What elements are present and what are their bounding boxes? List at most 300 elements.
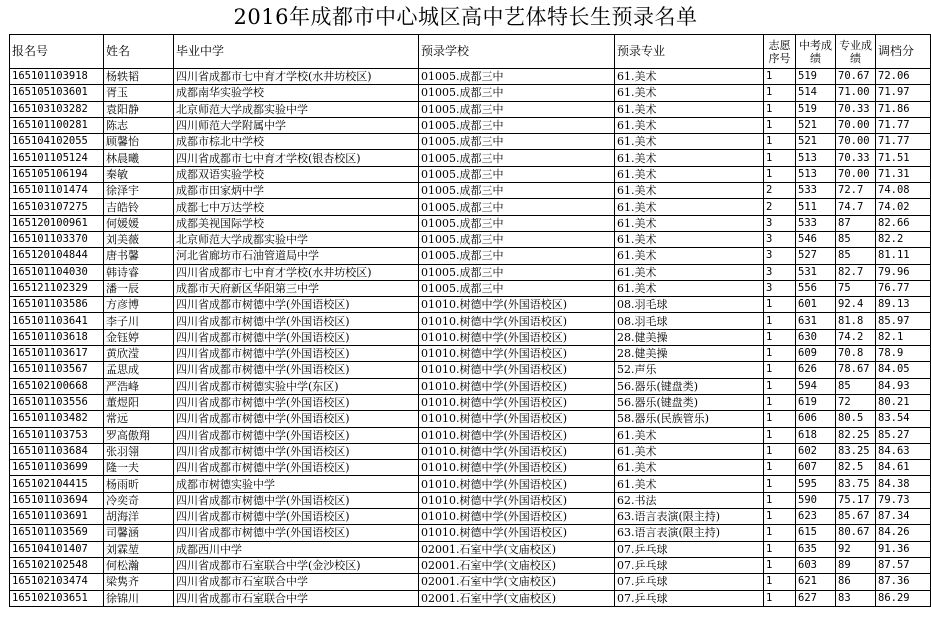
cell-preference-order: 1 xyxy=(764,134,796,150)
cell-registration-number: 165120104844 xyxy=(10,248,104,264)
col-header-specialty: 预录专业 xyxy=(615,35,764,69)
cell-specialty: 07.乒乓球 xyxy=(615,557,764,573)
cell-student-name: 黄欣滢 xyxy=(104,346,174,362)
cell-final-score: 78.9 xyxy=(876,346,931,362)
cell-graduating-school: 四川省成都市树德中学(外国语校区) xyxy=(174,329,419,345)
cell-exam-score: 601 xyxy=(796,297,836,313)
table-row xyxy=(10,541,931,557)
cell-preference-order: 2 xyxy=(764,183,796,199)
cell-exam-score: 514 xyxy=(796,85,836,101)
cell-graduating-school: 四川省成都市树德中学(外国语校区) xyxy=(174,362,419,378)
table-row xyxy=(10,297,931,313)
cell-specialty-score: 70.00 xyxy=(836,166,876,182)
cell-student-name: 罗高傲翔 xyxy=(104,427,174,443)
cell-specialty-score: 75.17 xyxy=(836,492,876,508)
cell-exam-score: 556 xyxy=(796,280,836,296)
cell-specialty-score: 82.7 xyxy=(836,264,876,280)
cell-preference-order: 3 xyxy=(764,264,796,280)
cell-exam-score: 623 xyxy=(796,509,836,525)
cell-exam-score: 621 xyxy=(796,574,836,590)
cell-specialty: 61.美术 xyxy=(615,183,764,199)
cell-preference-order: 1 xyxy=(764,346,796,362)
cell-preference-order: 1 xyxy=(764,460,796,476)
col-header-admitting-school: 预录学校 xyxy=(419,35,615,69)
cell-specialty-score: 74.7 xyxy=(836,199,876,215)
cell-student-name: 杨轶韬 xyxy=(104,69,174,85)
cell-final-score: 84.93 xyxy=(876,378,931,394)
cell-student-name: 梁隽齐 xyxy=(104,574,174,590)
cell-preference-order: 1 xyxy=(764,378,796,394)
cell-final-score: 71.97 xyxy=(876,85,931,101)
cell-preference-order: 1 xyxy=(764,85,796,101)
cell-specialty-score: 72 xyxy=(836,394,876,410)
cell-graduating-school: 成都市棕北中学校 xyxy=(174,134,419,150)
cell-registration-number: 165101103691 xyxy=(10,509,104,525)
cell-specialty-score: 83.75 xyxy=(836,476,876,492)
cell-preference-order: 1 xyxy=(764,329,796,345)
cell-exam-score: 519 xyxy=(796,101,836,117)
cell-student-name: 唐书馨 xyxy=(104,248,174,264)
cell-registration-number: 165121102329 xyxy=(10,280,104,296)
cell-final-score: 83.54 xyxy=(876,411,931,427)
cell-preference-order: 1 xyxy=(764,525,796,541)
cell-exam-score: 619 xyxy=(796,394,836,410)
cell-final-score: 81.11 xyxy=(876,248,931,264)
table-row xyxy=(10,590,931,606)
cell-graduating-school: 四川省成都市树德中学(外国语校区) xyxy=(174,427,419,443)
cell-final-score: 72.06 xyxy=(876,69,931,85)
cell-admitting-school: 01005.成都三中 xyxy=(419,215,615,231)
cell-student-name: 董煜阳 xyxy=(104,394,174,410)
cell-final-score: 91.36 xyxy=(876,541,931,557)
cell-final-score: 84.61 xyxy=(876,460,931,476)
cell-specialty-score: 70.33 xyxy=(836,101,876,117)
cell-admitting-school: 01010.树德中学(外国语校区) xyxy=(419,297,615,313)
cell-preference-order: 1 xyxy=(764,117,796,133)
table-row xyxy=(10,117,931,133)
cell-exam-score: 635 xyxy=(796,541,836,557)
table-row xyxy=(10,492,931,508)
col-header-preference-order: 志愿序号 xyxy=(764,35,796,69)
cell-final-score: 74.02 xyxy=(876,199,931,215)
col-header-name: 姓名 xyxy=(104,35,174,69)
cell-final-score: 87.36 xyxy=(876,574,931,590)
cell-specialty-score: 70.67 xyxy=(836,69,876,85)
cell-preference-order: 1 xyxy=(764,362,796,378)
cell-exam-score: 630 xyxy=(796,329,836,345)
cell-graduating-school: 四川省成都市树德中学(外国语校区) xyxy=(174,492,419,508)
cell-graduating-school: 四川省成都市树德中学(外国语校区) xyxy=(174,443,419,459)
cell-specialty-score: 72.7 xyxy=(836,183,876,199)
cell-specialty-score: 74.2 xyxy=(836,329,876,345)
col-header-exam-score: 中考成绩 xyxy=(796,35,836,69)
cell-graduating-school: 四川省成都市树德中学(外国语校区) xyxy=(174,394,419,410)
cell-admitting-school: 01010.树德中学(外国语校区) xyxy=(419,476,615,492)
cell-specialty-score: 85 xyxy=(836,248,876,264)
cell-preference-order: 1 xyxy=(764,69,796,85)
cell-exam-score: 546 xyxy=(796,231,836,247)
cell-registration-number: 165101103699 xyxy=(10,460,104,476)
cell-specialty: 28.健美操 xyxy=(615,346,764,362)
cell-graduating-school: 四川省成都市树德中学(外国语校区) xyxy=(174,411,419,427)
cell-final-score: 80.21 xyxy=(876,394,931,410)
cell-specialty-score: 92.4 xyxy=(836,297,876,313)
cell-registration-number: 165102103651 xyxy=(10,590,104,606)
cell-specialty-score: 75 xyxy=(836,280,876,296)
table-row xyxy=(10,509,931,525)
cell-specialty: 08.羽毛球 xyxy=(615,297,764,313)
cell-admitting-school: 01005.成都三中 xyxy=(419,199,615,215)
table-row xyxy=(10,248,931,264)
cell-preference-order: 1 xyxy=(764,427,796,443)
cell-registration-number: 165120100961 xyxy=(10,215,104,231)
cell-graduating-school: 四川省成都市树德中学(外国语校区) xyxy=(174,525,419,541)
cell-graduating-school: 成都双语实验学校 xyxy=(174,166,419,182)
cell-graduating-school: 四川省成都市七中育才学校(水井坊校区) xyxy=(174,69,419,85)
cell-admitting-school: 01010.树德中学(外国语校区) xyxy=(419,411,615,427)
cell-specialty: 61.美术 xyxy=(615,166,764,182)
cell-exam-score: 590 xyxy=(796,492,836,508)
cell-admitting-school: 01005.成都三中 xyxy=(419,85,615,101)
cell-graduating-school: 四川省成都市石室联合中学(金沙校区) xyxy=(174,557,419,573)
cell-admitting-school: 02001.石室中学(文庙校区) xyxy=(419,590,615,606)
cell-exam-score: 602 xyxy=(796,443,836,459)
cell-specialty: 08.羽毛球 xyxy=(615,313,764,329)
cell-preference-order: 1 xyxy=(764,150,796,166)
cell-admitting-school: 01010.树德中学(外国语校区) xyxy=(419,313,615,329)
cell-exam-score: 627 xyxy=(796,590,836,606)
cell-specialty-score: 70.33 xyxy=(836,150,876,166)
cell-final-score: 82.2 xyxy=(876,231,931,247)
cell-student-name: 司馨涵 xyxy=(104,525,174,541)
cell-student-name: 张羽翎 xyxy=(104,443,174,459)
cell-specialty-score: 87 xyxy=(836,215,876,231)
cell-student-name: 胡海洋 xyxy=(104,509,174,525)
table-row xyxy=(10,150,931,166)
cell-preference-order: 1 xyxy=(764,297,796,313)
cell-graduating-school: 四川省成都市树德中学(外国语校区) xyxy=(174,509,419,525)
cell-registration-number: 165101103618 xyxy=(10,329,104,345)
cell-specialty-score: 85 xyxy=(836,378,876,394)
cell-specialty-score: 82.25 xyxy=(836,427,876,443)
cell-registration-number: 165101103918 xyxy=(10,69,104,85)
cell-specialty-score: 70.8 xyxy=(836,346,876,362)
cell-student-name: 金钰婷 xyxy=(104,329,174,345)
cell-registration-number: 165101103694 xyxy=(10,492,104,508)
cell-specialty: 61.美术 xyxy=(615,215,764,231)
cell-exam-score: 615 xyxy=(796,525,836,541)
cell-admitting-school: 01005.成都三中 xyxy=(419,166,615,182)
table-row xyxy=(10,378,931,394)
cell-registration-number: 165102104415 xyxy=(10,476,104,492)
cell-admitting-school: 01005.成都三中 xyxy=(419,280,615,296)
table-row xyxy=(10,264,931,280)
cell-specialty-score: 86 xyxy=(836,574,876,590)
cell-graduating-school: 北京师范大学成都实验中学 xyxy=(174,101,419,117)
cell-specialty-score: 82.5 xyxy=(836,460,876,476)
cell-admitting-school: 01010.树德中学(外国语校区) xyxy=(419,509,615,525)
cell-exam-score: 521 xyxy=(796,117,836,133)
cell-preference-order: 1 xyxy=(764,557,796,573)
cell-admitting-school: 02001.石室中学(文庙校区) xyxy=(419,574,615,590)
cell-admitting-school: 01005.成都三中 xyxy=(419,117,615,133)
table-row xyxy=(10,476,931,492)
cell-registration-number: 165102100668 xyxy=(10,378,104,394)
cell-registration-number: 165102102548 xyxy=(10,557,104,573)
cell-graduating-school: 四川省成都市石室联合中学 xyxy=(174,590,419,606)
table-row xyxy=(10,215,931,231)
cell-registration-number: 165101103753 xyxy=(10,427,104,443)
cell-final-score: 87.34 xyxy=(876,509,931,525)
cell-registration-number: 165101103586 xyxy=(10,297,104,313)
cell-preference-order: 1 xyxy=(764,101,796,117)
table-row xyxy=(10,231,931,247)
cell-specialty: 56.器乐(键盘类) xyxy=(615,394,764,410)
cell-student-name: 秦敏 xyxy=(104,166,174,182)
cell-final-score: 82.1 xyxy=(876,329,931,345)
cell-student-name: 林晨曦 xyxy=(104,150,174,166)
cell-exam-score: 609 xyxy=(796,346,836,362)
cell-exam-score: 513 xyxy=(796,150,836,166)
cell-graduating-school: 成都市树德实验中学 xyxy=(174,476,419,492)
cell-registration-number: 165101105124 xyxy=(10,150,104,166)
cell-preference-order: 1 xyxy=(764,574,796,590)
cell-preference-order: 1 xyxy=(764,492,796,508)
cell-final-score: 74.08 xyxy=(876,183,931,199)
cell-admitting-school: 01010.树德中学(外国语校区) xyxy=(419,378,615,394)
cell-exam-score: 594 xyxy=(796,378,836,394)
cell-specialty-score: 70.00 xyxy=(836,134,876,150)
table-row xyxy=(10,443,931,459)
cell-specialty: 61.美术 xyxy=(615,101,764,117)
cell-final-score: 71.31 xyxy=(876,166,931,182)
cell-registration-number: 165101103370 xyxy=(10,231,104,247)
cell-specialty: 61.美术 xyxy=(615,476,764,492)
cell-specialty: 62.书法 xyxy=(615,492,764,508)
table-row xyxy=(10,101,931,117)
cell-preference-order: 1 xyxy=(764,509,796,525)
cell-admitting-school: 02001.石室中学(文庙校区) xyxy=(419,541,615,557)
cell-registration-number: 165101103482 xyxy=(10,411,104,427)
col-header-final-score: 调档分 xyxy=(876,35,931,69)
cell-admitting-school: 01010.树德中学(外国语校区) xyxy=(419,492,615,508)
cell-specialty: 61.美术 xyxy=(615,85,764,101)
cell-specialty: 52.声乐 xyxy=(615,362,764,378)
cell-admitting-school: 01010.树德中学(外国语校区) xyxy=(419,394,615,410)
cell-registration-number: 165101103617 xyxy=(10,346,104,362)
cell-final-score: 84.05 xyxy=(876,362,931,378)
cell-student-name: 吉皓铃 xyxy=(104,199,174,215)
cell-student-name: 刘美薇 xyxy=(104,231,174,247)
cell-student-name: 刘霖堃 xyxy=(104,541,174,557)
cell-student-name: 顾馨怡 xyxy=(104,134,174,150)
cell-specialty-score: 85.67 xyxy=(836,509,876,525)
cell-registration-number: 165105103601 xyxy=(10,85,104,101)
cell-graduating-school: 北京师范大学成都实验中学 xyxy=(174,231,419,247)
cell-admitting-school: 01005.成都三中 xyxy=(419,264,615,280)
table-row xyxy=(10,362,931,378)
cell-graduating-school: 四川省成都市树德实验中学(东区) xyxy=(174,378,419,394)
cell-graduating-school: 四川师范大学附属中学 xyxy=(174,117,419,133)
cell-graduating-school: 成都市天府新区华阳第三中学 xyxy=(174,280,419,296)
cell-graduating-school: 四川省成都市七中育才学校(水井坊校区) xyxy=(174,264,419,280)
cell-specialty: 61.美术 xyxy=(615,460,764,476)
cell-registration-number: 165101103556 xyxy=(10,394,104,410)
cell-registration-number: 165101104030 xyxy=(10,264,104,280)
cell-exam-score: 603 xyxy=(796,557,836,573)
cell-specialty: 61.美术 xyxy=(615,199,764,215)
table-row xyxy=(10,134,931,150)
cell-preference-order: 3 xyxy=(764,215,796,231)
cell-specialty: 61.美术 xyxy=(615,280,764,296)
cell-final-score: 71.77 xyxy=(876,134,931,150)
cell-registration-number: 165101101474 xyxy=(10,183,104,199)
cell-exam-score: 531 xyxy=(796,264,836,280)
cell-admitting-school: 01010.树德中学(外国语校区) xyxy=(419,346,615,362)
col-header-specialty-score: 专业成绩 xyxy=(836,35,876,69)
cell-exam-score: 533 xyxy=(796,215,836,231)
cell-final-score: 79.96 xyxy=(876,264,931,280)
cell-exam-score: 513 xyxy=(796,166,836,182)
cell-preference-order: 1 xyxy=(764,541,796,557)
cell-graduating-school: 四川省成都市石室联合中学 xyxy=(174,574,419,590)
cell-specialty: 61.美术 xyxy=(615,69,764,85)
cell-admitting-school: 01005.成都三中 xyxy=(419,248,615,264)
cell-registration-number: 165101103641 xyxy=(10,313,104,329)
table-row xyxy=(10,199,931,215)
cell-exam-score: 511 xyxy=(796,199,836,215)
cell-final-score: 79.73 xyxy=(876,492,931,508)
cell-preference-order: 1 xyxy=(764,394,796,410)
cell-student-name: 何松瀚 xyxy=(104,557,174,573)
table-row xyxy=(10,313,931,329)
cell-student-name: 陈志 xyxy=(104,117,174,133)
cell-specialty-score: 92 xyxy=(836,541,876,557)
table-row xyxy=(10,460,931,476)
cell-specialty: 61.美术 xyxy=(615,264,764,280)
table-row xyxy=(10,557,931,573)
col-header-graduating-school: 毕业中学 xyxy=(174,35,419,69)
cell-exam-score: 626 xyxy=(796,362,836,378)
cell-registration-number: 165101103569 xyxy=(10,525,104,541)
cell-registration-number: 165103107275 xyxy=(10,199,104,215)
cell-exam-score: 618 xyxy=(796,427,836,443)
cell-specialty-score: 78.67 xyxy=(836,362,876,378)
cell-registration-number: 165101103684 xyxy=(10,443,104,459)
cell-specialty-score: 70.00 xyxy=(836,117,876,133)
cell-preference-order: 2 xyxy=(764,199,796,215)
table-row xyxy=(10,394,931,410)
cell-graduating-school: 成都七中万达学校 xyxy=(174,199,419,215)
cell-admitting-school: 01010.树德中学(外国语校区) xyxy=(419,443,615,459)
cell-final-score: 84.38 xyxy=(876,476,931,492)
cell-specialty-score: 85 xyxy=(836,231,876,247)
cell-student-name: 韩诗睿 xyxy=(104,264,174,280)
cell-final-score: 84.26 xyxy=(876,525,931,541)
cell-exam-score: 519 xyxy=(796,69,836,85)
cell-exam-score: 527 xyxy=(796,248,836,264)
cell-specialty-score: 71.00 xyxy=(836,85,876,101)
table-body xyxy=(10,69,931,607)
cell-registration-number: 165103103282 xyxy=(10,101,104,117)
cell-preference-order: 1 xyxy=(764,590,796,606)
cell-student-name: 徐锦川 xyxy=(104,590,174,606)
cell-specialty: 61.美术 xyxy=(615,117,764,133)
cell-admitting-school: 01005.成都三中 xyxy=(419,69,615,85)
cell-graduating-school: 成都市田家炳中学 xyxy=(174,183,419,199)
cell-final-score: 85.27 xyxy=(876,427,931,443)
cell-graduating-school: 四川省成都市树德中学(外国语校区) xyxy=(174,313,419,329)
table-row xyxy=(10,411,931,427)
cell-specialty: 63.语言表演(限主持) xyxy=(615,509,764,525)
cell-specialty: 61.美术 xyxy=(615,443,764,459)
cell-preference-order: 3 xyxy=(764,231,796,247)
cell-preference-order: 3 xyxy=(764,248,796,264)
table-row xyxy=(10,329,931,345)
cell-admitting-school: 01005.成都三中 xyxy=(419,231,615,247)
cell-final-score: 84.63 xyxy=(876,443,931,459)
cell-registration-number: 165102103474 xyxy=(10,574,104,590)
cell-registration-number: 165104101407 xyxy=(10,541,104,557)
cell-final-score: 82.66 xyxy=(876,215,931,231)
cell-final-score: 71.51 xyxy=(876,150,931,166)
cell-exam-score: 607 xyxy=(796,460,836,476)
cell-student-name: 何媛媛 xyxy=(104,215,174,231)
cell-specialty: 61.美术 xyxy=(615,134,764,150)
cell-graduating-school: 成都南华实验学校 xyxy=(174,85,419,101)
cell-final-score: 76.77 xyxy=(876,280,931,296)
cell-student-name: 严浩峰 xyxy=(104,378,174,394)
cell-specialty-score: 80.5 xyxy=(836,411,876,427)
cell-specialty-score: 81.8 xyxy=(836,313,876,329)
cell-admitting-school: 01010.树德中学(外国语校区) xyxy=(419,427,615,443)
cell-student-name: 李子川 xyxy=(104,313,174,329)
cell-specialty: 58.器乐(民族管乐) xyxy=(615,411,764,427)
cell-admitting-school: 01010.树德中学(外国语校区) xyxy=(419,362,615,378)
cell-specialty-score: 89 xyxy=(836,557,876,573)
table-row xyxy=(10,574,931,590)
table-row xyxy=(10,183,931,199)
cell-student-name: 方彦博 xyxy=(104,297,174,313)
cell-graduating-school: 河北省廊坊市石油管道局中学 xyxy=(174,248,419,264)
cell-registration-number: 165101100281 xyxy=(10,117,104,133)
cell-preference-order: 3 xyxy=(764,280,796,296)
cell-admitting-school: 02001.石室中学(文庙校区) xyxy=(419,557,615,573)
cell-exam-score: 631 xyxy=(796,313,836,329)
cell-specialty: 07.乒乓球 xyxy=(615,590,764,606)
cell-student-name: 冷奕奇 xyxy=(104,492,174,508)
table-row xyxy=(10,346,931,362)
cell-preference-order: 1 xyxy=(764,411,796,427)
header-row xyxy=(10,35,931,69)
cell-admitting-school: 01010.树德中学(外国语校区) xyxy=(419,460,615,476)
cell-registration-number: 165101103567 xyxy=(10,362,104,378)
cell-preference-order: 1 xyxy=(764,313,796,329)
cell-exam-score: 606 xyxy=(796,411,836,427)
cell-specialty: 56.器乐(键盘类) xyxy=(615,378,764,394)
cell-exam-score: 521 xyxy=(796,134,836,150)
cell-registration-number: 165104102055 xyxy=(10,134,104,150)
cell-specialty: 61.美术 xyxy=(615,248,764,264)
cell-specialty: 28.健美操 xyxy=(615,329,764,345)
cell-specialty: 07.乒乓球 xyxy=(615,574,764,590)
cell-specialty: 63.语言表演(限主持) xyxy=(615,525,764,541)
cell-preference-order: 1 xyxy=(764,476,796,492)
cell-specialty: 61.美术 xyxy=(615,427,764,443)
cell-admitting-school: 01005.成都三中 xyxy=(419,150,615,166)
page-title: 2016年成都市中心城区高中艺体特长生预录名单 xyxy=(233,5,698,29)
cell-final-score: 87.57 xyxy=(876,557,931,573)
